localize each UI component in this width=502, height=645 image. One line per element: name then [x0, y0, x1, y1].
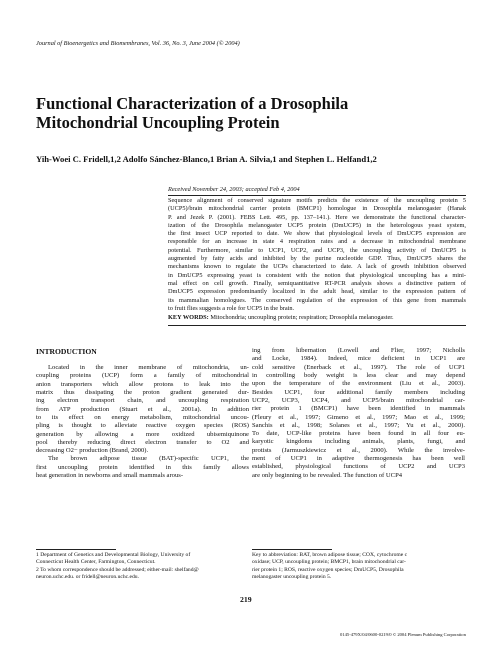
body-text-line: Sanchis et al., 1998; Solanes et al., 1997; Yu et al., 2000).	[252, 421, 465, 429]
body-text-line: ing from hibernation (Lowell and Flier, 1997; Nicholls	[252, 347, 465, 354]
footnote-line: Key to abbreviation: BAT, brown adipose tissue; COX, cytochrome c	[252, 552, 408, 558]
body-text-line: rier protein 1 (BMCP1) have been identified in mammals	[252, 405, 465, 413]
keywords-text: Mitochondria; uncoupling protein; respiration; Drosophila melanogaster.	[210, 314, 394, 321]
body-text-line: to its effect on energy metabolism, mitochondrial uncou-	[36, 413, 249, 421]
abstract-line: DmUCP5 expression predominantly localized in the adult head, similar to the expression pattern of	[168, 288, 466, 296]
abstract-line: P. and Jezek P. (2001). FEBS Lett. 495, pp. 137–141.). Here we demonstrate the functional character-	[168, 213, 466, 221]
body-text-line: (Fleury et al., 1997; Gimeno et al., 1997; Mao et al., 1999;	[252, 413, 465, 421]
body-text-line: established, physiological functions of UCP2 and UCP3	[252, 463, 465, 471]
body-text-line: karyotic kingdoms including animals, plants, fungi, and	[252, 438, 465, 446]
received-dates: Received November 24, 2003; accepted Feb 4, 2004	[168, 186, 300, 193]
abstract-line: (UCP5)/brain mitochondrial carrier protein (BMCP1) homologue in Drosophila melanogaster (Hanak	[168, 205, 466, 213]
footnote-rule-right	[252, 549, 332, 550]
abstract-line: augmented by fatty acids and inhibited by the purine nucleotide GDP. Thus, DmUCP5 shares the	[168, 255, 466, 263]
right-column-body	[252, 347, 465, 480]
abstract-line: mal effect on cell growth. Finally, semiquantitative RT-PCR analysis shows a distinctive pattern of	[168, 279, 466, 287]
footnote-line: rier protein 1; ROS, reactive oxygen species; DmUCP5, Drosophila	[252, 566, 404, 573]
body-text-line: matrix thus dissipating the proton gradient generated dur-	[36, 388, 249, 396]
title-line-1-text: Functional Characterization of a Drosophila	[36, 94, 349, 113]
footnote-line: neuron.uchc.edu. or fridell@neuron.uchc.edu.	[36, 573, 140, 580]
body-text-line: in controlling body weight is less clear and may depend	[252, 371, 465, 379]
body-text-line: Besides UCP1, four additional family members including	[252, 388, 465, 396]
footnote-line: melanogaster uncoupling protein 5.	[252, 573, 332, 580]
abstract-top-rule	[168, 195, 466, 196]
body-text-line: and Locke, 1984). Indeed, mice deficient in UCP1 are	[252, 355, 465, 363]
body-text-line: The brown adipose tissue (BAT)-specific UCP1, the	[48, 455, 249, 463]
body-text-line: anion transporters which allow protons to leak into the	[36, 380, 249, 388]
body-text-line: UCP2, UCP3, UCP4, and UCP5/brain mitochondrial car-	[252, 396, 465, 404]
journal-header: Journal of Bioenergetics and Biomembranes, Vol. 36, No. 3, June 2004 (© 2004)	[36, 40, 240, 47]
body-text-line: pling is thought to alleviate reactive oxygen species (ROS)	[36, 422, 249, 430]
page-number: 219	[240, 595, 252, 604]
body-text-line: decreasing O2− production (Brand, 2000).	[36, 447, 149, 455]
title-line-2: Mitochondrial Uncoupling Protein	[36, 113, 280, 132]
abstract-line: potential. Furthermore, similar to UCP1, UCP2, and UCP3, the uncoupling activity of DmUCP5 is	[168, 246, 466, 254]
abstract-bottom-rule	[168, 325, 466, 326]
abstract-line: in DmUCP5 expressing yeast is consistent with the notion that physiological uncoupling has a mini-	[168, 271, 466, 279]
body-text-line: are only beginning to be revealed. The function of UCP4	[252, 471, 403, 479]
footnote-line: Connecticut Health Center, Farmington, Connecticut.	[36, 559, 156, 566]
left-column-body	[36, 364, 249, 480]
body-text-line: pool thereby reducing direct electron transfer to O2 and	[36, 438, 249, 446]
author-list: Yih-Woei C. Fridell,1,2 Adolfo Sánchez-Blanco,1 Brian A. Silvia,1 and Stephen L. Helfand1,2	[36, 154, 377, 164]
body-text-line: cold sensitive (Enerback et al., 1997). The role of UCP1	[252, 363, 465, 371]
keywords-label: KEY WORDS:	[168, 314, 209, 321]
body-text-line: from ATP production (Stuart et al., 2001a). In addition	[36, 405, 249, 413]
abstract-line: the first insect UCP reported to date. We show that physiological levels of DmUCP5 expression are	[168, 230, 466, 238]
abstract-line: responsible for an increase in state 4 respiration rates and a decrease in mitochondrial membrane	[168, 238, 466, 246]
section-heading-introduction: INTRODUCTION	[36, 347, 97, 356]
copyright-footer: 0145-479X/04/0600-0219/0 © 2004 Plenum Publishing Corporation	[340, 632, 466, 637]
abstract-line: to fruit flies suggests a role for UCP5 in the brain.	[168, 304, 295, 312]
body-text-line: first uncoupling protein identified in this family allows	[36, 463, 249, 471]
body-text-line: heat generation in newborns and small mammals arous-	[36, 472, 184, 480]
body-text-line: ing electron transport chain, and uncoupling respiration	[36, 397, 249, 405]
body-text-line: Located in the inner membrane of mitochondria, un-	[48, 364, 249, 371]
body-text-line: ment of UCP1 in adaptive thermogenesis has been well	[252, 455, 465, 463]
abstract	[168, 197, 466, 313]
abstract-line: mechanisms known to regulate the UCPs characterized to date. A lack of growth inhibition observed	[168, 263, 466, 271]
keywords	[168, 314, 394, 321]
abstract-line: ization of the Drosophila melanogaster UCP5 protein (DmUCP5) in the heterologous yeast system,	[168, 221, 466, 229]
body-text-line: To date, UCP-like proteins have been found in all four eu-	[252, 430, 465, 438]
body-text-line: coupling proteins (UCP) form a family of mitochondrial	[36, 372, 249, 380]
footnote-line: oxidase; UCP, uncoupling protein; BMCP1, brain mitochondrial car-	[252, 559, 406, 566]
title-line-1	[36, 94, 466, 113]
footnotes-left	[36, 552, 249, 581]
body-text-line: protists (Jarmuszkiewicz et al., 2000). While the involve-	[252, 446, 465, 454]
footnote-rule-left	[36, 549, 116, 550]
abstract-line: its mammalian homologues. The conserved regulation of the expression of this gene from mammals	[168, 296, 466, 304]
abstract-line: Sequence alignment of conserved signature motifs predicts the existence of the uncoupling protein 5	[168, 197, 466, 204]
footnote-line: 1 Department of Genetics and Developmental Biology, University of	[36, 552, 191, 558]
article-title	[36, 94, 466, 132]
body-text-line: upon the temperature of the environment (Liu et al., 2003).	[252, 380, 465, 388]
footnote-line: 2 To whom correspondence should be addressed; either-mail: shelfand@	[36, 566, 199, 573]
footnotes-right	[252, 552, 465, 581]
body-text-line: generation by allowing a more oxidized ubisemiquinone	[36, 430, 249, 438]
